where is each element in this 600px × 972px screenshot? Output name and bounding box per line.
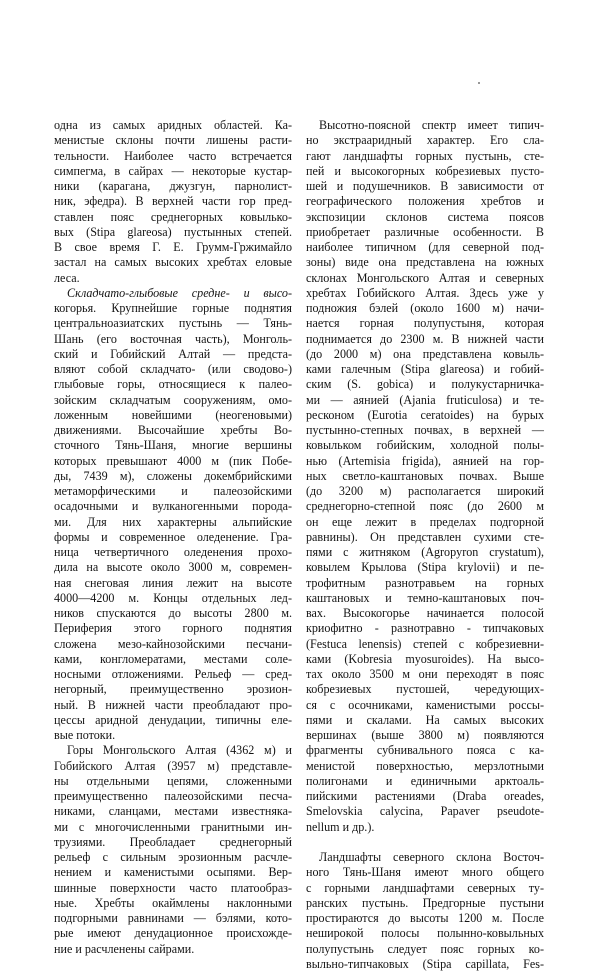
text-line: пями и скалами. На самых высоких (306, 712, 544, 727)
text-line: тельности. Наиболее часто встречается (54, 148, 292, 163)
text-line: преимущественно палеозойскими песча- (54, 789, 292, 803)
text-line: склонах Монгольского Алтая и северных (306, 270, 544, 285)
text-line: одна из самых аридных областей. Ка- (54, 118, 292, 132)
text-line: Шань (его восточная часть), Монголь- (54, 331, 292, 346)
text-line: вые потоки. (54, 728, 116, 742)
text-line: гают ландшафты горных пустынь, сте- (306, 148, 544, 163)
text-line: кобрезиевых пустошей, чередующих- (306, 682, 544, 697)
paragraph-gap (306, 835, 544, 850)
text-line: ресконом (Eurotia ceratoides) на бурых (306, 407, 544, 422)
text-line: nellum и др.). (306, 819, 375, 834)
text-line: простираются до высоты 1200 м. После (306, 911, 544, 925)
text-line: ками галечным (Stipa glareosa) и гобий- (306, 362, 544, 376)
text-line: выльно-типчаковых (Stipa capillata, Fes- (306, 956, 544, 971)
right-text-column (306, 118, 544, 972)
text-line: Высотно-поясной спектр имеет типич- (319, 118, 544, 132)
text-line: дила на высоте около 3000 м, современ- (54, 560, 292, 575)
text-line: полигонами и единичными арктоаль- (306, 773, 544, 788)
text-line: ковылем Крылова (Stipa krylovii) и пе- (306, 560, 544, 575)
text-line: вершинах (выше 3800 м) появляются (306, 728, 544, 742)
text-line: ник, эфедра). В верхней части гор пред- (54, 194, 292, 209)
text-line: ставлен пояс среднегорных ковылько- (54, 209, 292, 224)
text-line: ного Тянь-Шаня имеют много общего (306, 865, 544, 880)
text-line: подножия бэлей (около 1600 м) начи- (306, 301, 544, 315)
text-line: ми — аянией (Ajania fruticulosa) и те- (306, 392, 544, 407)
text-line: ники (карагана, джузгун, парнолист- (54, 179, 292, 193)
text-line: ный. В нижней части преобладают про- (54, 697, 292, 712)
text-line: приобретает различные особенности. В (306, 224, 544, 239)
text-line: хребтах Гобийского Алтая. Здесь уже у (306, 285, 544, 300)
text-line: поднимается до 2300 м. В нижней части (306, 331, 544, 346)
text-line: центральноазиатских пустынь — Тянь- (54, 316, 292, 331)
text-line: ная снеговая линия лежит на высоте (54, 575, 292, 590)
text-line: трузиями. Преобладает среднегорный (54, 834, 292, 849)
text-line: подгорными равнинами — бэлями, кото- (54, 911, 292, 925)
text-line: шинные поверхности часто платообраз- (54, 880, 292, 895)
scan-speck (478, 82, 480, 84)
text-line: ложенным новейшими (неогеновыми) (54, 407, 292, 422)
text-line: ные. Хребты окаймлены наклонными (54, 895, 292, 910)
text-line: полупустынь следует пояс горных ко- (306, 941, 544, 956)
text-line: равнины). Он представлен сухими сте- (306, 529, 544, 544)
text-line: ны отдельными цепями, сложенными (54, 773, 292, 788)
text-line: зоны) виде она представлена на южных (306, 255, 544, 270)
text-line: никами, сланцами, местами известняка- (54, 804, 292, 819)
text-line: ми с многочисленными гранитными ин- (54, 819, 292, 834)
left-text-column (54, 118, 292, 957)
text-line: менистой поверхностью, мерзлотными (306, 758, 544, 773)
text-line: ся с осочниками, каменистыми россы- (306, 697, 544, 712)
text-line: нью (Artemisia frigida), аянией на гор- (306, 453, 544, 468)
text-line: он еще лежит в пределах подгорной (306, 514, 544, 529)
text-line: глыбовые горы, относящиеся к палео- (54, 377, 292, 392)
text-line: негорный, преимущественно эрозион- (54, 682, 292, 697)
text-line: носными отложениями. Рельеф — сред- (54, 667, 292, 681)
text-line: 4000—4200 м. Концы отдельных лед- (54, 590, 292, 605)
text-line: (до 2000 м) она представлена ковыль- (306, 346, 544, 361)
text-line: формы и современное оледенение. Гра- (54, 529, 292, 544)
text-line: рельеф с сильным эрозионным расчле- (54, 850, 292, 864)
text-line: ми. Для них характерны альпийские (54, 514, 292, 529)
text-line: пийскими растениями (Draba oreades, (306, 789, 544, 803)
text-line: которых превышают 4000 м (пик Побе- (54, 453, 292, 468)
text-line: ных светло-каштановых почвах. Выше (306, 468, 544, 483)
text-line: цессы аридной денудации, типичны еле- (54, 712, 292, 727)
text-line: нением и каменистыми осыпями. Вер- (54, 865, 292, 880)
text-line: ница четвертичного оледенения прохо- (54, 545, 292, 559)
text-line: трофитным разнотравьем на горных (306, 575, 544, 590)
text-line: ский и Гобийский Алтай — предста- (54, 346, 292, 361)
text-line: Горы Монгольского Алтая (4362 м) и (67, 743, 292, 758)
text-line: экспозиции склонов система поясов (306, 209, 544, 224)
text-line: пей и высокогорных кобрезиевых пусто- (306, 163, 544, 178)
text-line: (до 3200 м) располагается широкий (306, 484, 544, 498)
text-line: географического положения хребтов и (306, 194, 544, 209)
text-line: (Festuca lenensis) степей с кобрезиевни- (306, 636, 544, 651)
text-line: ковыльком гобийским, холодной полы- (306, 438, 544, 453)
text-line: вляют собой складчато- (или сводово-) (54, 362, 292, 376)
text-line: неширокой полосы полынно-ковыльных (306, 926, 544, 941)
text-line: Smelovskia calycina, Papaver pseudote- (306, 804, 544, 819)
text-line: менистые склоны почти лишены расти- (54, 133, 292, 148)
text-line: фрагменты субнивального пояса с ка- (306, 743, 544, 758)
text-line: тах около 3500 м они переходят в пояс (306, 667, 544, 681)
text-line: осадочными и вулканогенными порода- (54, 499, 292, 514)
text-line: ников спускаются до высоты 2800 м. (54, 606, 292, 620)
text-line: Периферия этого горного поднятия (54, 621, 292, 636)
text-line: Гобийского Алтая (3957 м) представле- (54, 758, 292, 773)
text-line: среднегорно-степной пояс (до 2600 м (306, 499, 544, 514)
text-line: рые имеют денудационное происхожде- (54, 926, 292, 941)
text-line: ние и расчленены сайрами. (54, 941, 195, 956)
text-line: ским (S. gobica) и полукустарничка- (306, 377, 544, 392)
text-line: зойским складчатым сооружениям, омо- (54, 392, 292, 407)
text-line: В свое время Г. Е. Грумм-Гржимайло (54, 240, 292, 254)
text-line: сложена мезо-кайнозойскими песчани- (54, 636, 292, 651)
text-line: ками, конгломератами, местами соле- (54, 651, 292, 666)
text-line: шей и подушечников. В зависимости от (306, 179, 544, 193)
text-line: сточного Тянь-Шаня, многие вершины (54, 438, 292, 453)
text-line: симпегма, в сайрах — некоторые кустар- (54, 163, 292, 178)
text-line: наиболее типичном (для северной под- (306, 240, 544, 254)
text-line: когорья. Крупнейшие горные поднятия (54, 301, 292, 315)
text-line: пустынно-степных почвах, в верхней — (306, 423, 544, 437)
text-line: с горными ландшафтами северных ту- (306, 880, 544, 895)
text-line: каштановых и темно-каштановых поч- (306, 590, 544, 605)
text-line: вых (Stipa glareosa) пустынных степей. (54, 224, 292, 239)
text-line: пями с житняком (Agropyron crystatum), (306, 545, 544, 559)
text-line: вах. Высокогорье начинается полосой (306, 606, 544, 620)
text-line: метаморфическими и палеозойскими (54, 484, 292, 498)
text-line: Ландшафты северного склона Восточ- (319, 850, 544, 864)
text-line: ранских пустынь. Предгорные пустыни (306, 895, 544, 910)
text-line: застал на самых высоких хребтах еловые (54, 255, 292, 270)
text-line: нается горная полупустыня, которая (306, 316, 544, 331)
text-line: леса. (54, 270, 80, 285)
text-line: Складчато-глыбовые средне- и высо- (67, 285, 292, 300)
text-line: ками (Kobresia myosuroides). На высо- (306, 651, 544, 666)
text-line: но экстрааридный характер. Его сла- (306, 133, 544, 148)
text-line: ды, 7439 м), сложены докембрийскими (54, 468, 292, 483)
text-line: криофитно - разнотравно - типчаковых (306, 621, 544, 636)
text-line: движениями. Высочайшие хребты Во- (54, 423, 292, 437)
